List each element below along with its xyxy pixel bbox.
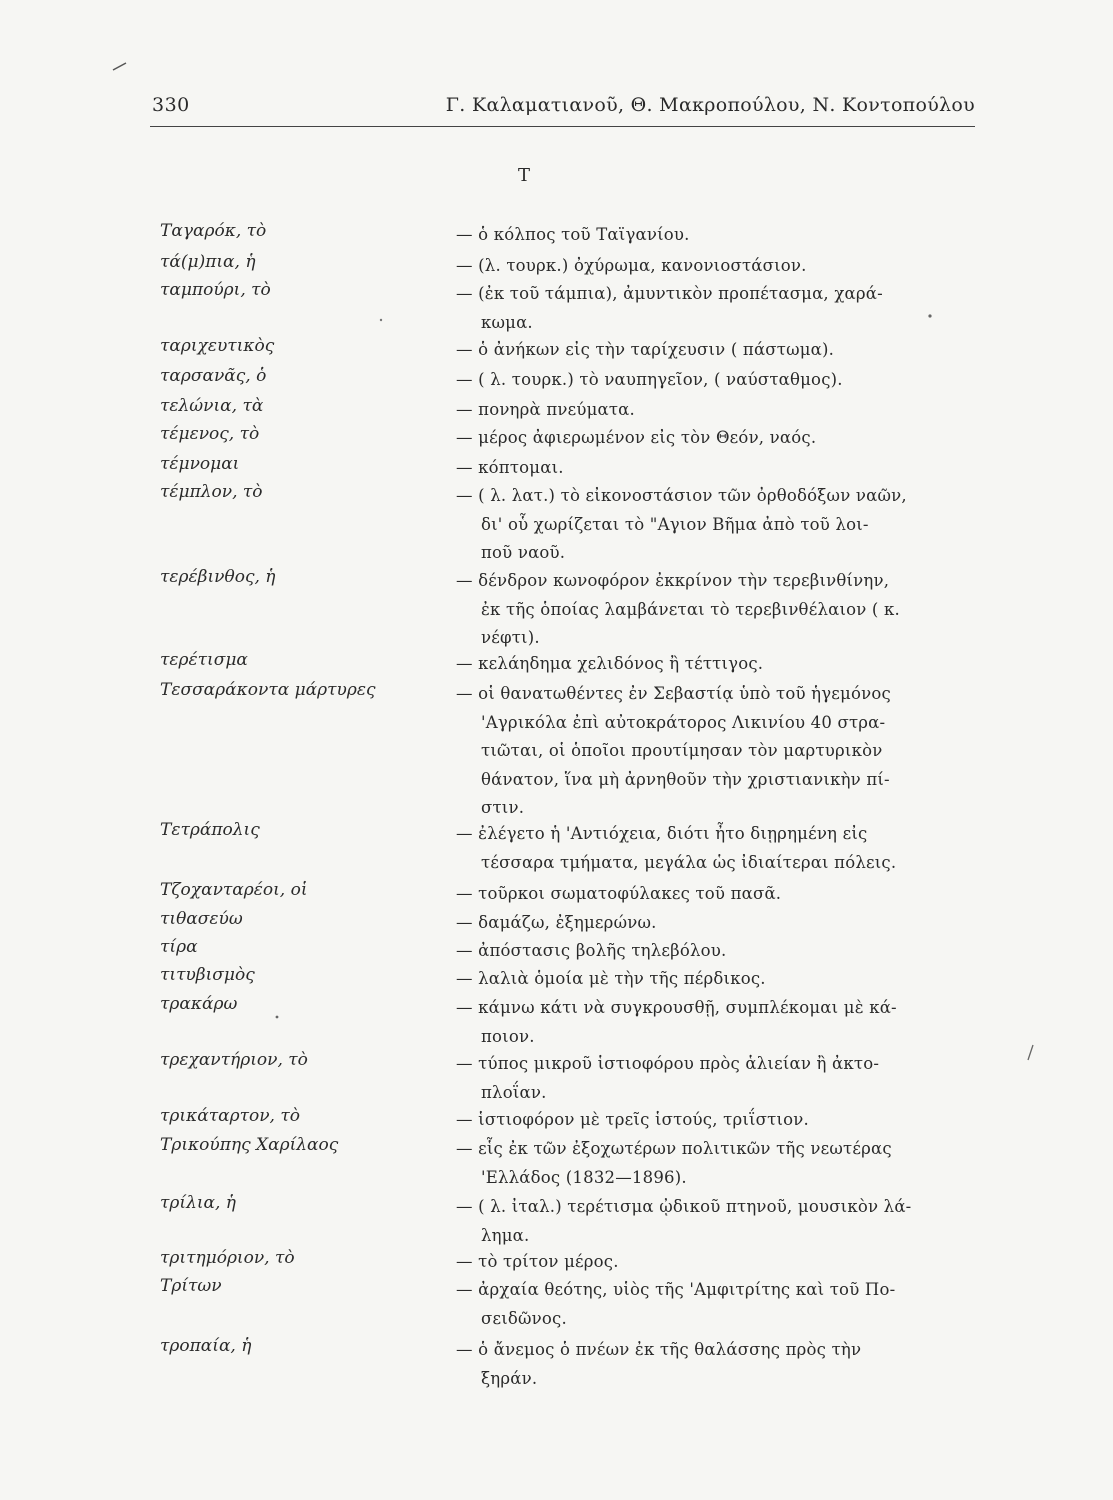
entry-term: Τζοχανταρέοι, οἱ [160,880,308,900]
definition-line: — κελάηδημα χελιδόνος ἢ τέττιγος. [456,654,764,673]
entry-term: τιθασεύω [160,909,243,929]
entry-term: τέμνομαι [160,454,240,474]
definition-line: νέφτι). [481,628,540,647]
definition-line: δι' οὗ χωρίζεται τὸ "Αγιον Βῆμα ἀπὸ τοῦ λοι- [481,514,869,534]
definition-line: — εἷς ἐκ τῶν ἐξοχωτέρων πολιτικῶν τῆς νεωτέρας [456,1139,892,1158]
speck [928,314,931,317]
margin-mark [1028,1045,1033,1060]
definition-line: — δένδρον κωνοφόρον ἐκκρίνον τὴν τερεβινθίνην, [456,571,890,590]
definition-line: — ἀρχαία θεότης, υἱὸς τῆς 'Αμφιτρίτης καὶ τοῦ Πο- [456,1280,896,1299]
entry-term: τερέτισμα [160,650,248,670]
page-number: 330 [152,94,190,116]
entry-term: ταμπούρι, τὸ [160,280,271,300]
entry-term: τέμενος, τὸ [160,424,260,444]
definition-line: — λαλιὰ ὁμοία μὲ τὴν τῆς πέρδικος. [456,969,766,988]
definition-line: ἐκ τῆς ὁποίας λαμβάνεται τὸ τερεβινθέλαιον ( κ. [481,599,900,619]
definition-line: — ἐλέγετο ἡ 'Αντιόχεια, διότι ἦτο διῃρημένη εἰς [456,824,868,843]
entry-term: τρίλια, ἡ [160,1193,236,1213]
entry-term: τελώνια, τὰ [160,396,264,416]
entry-term: Τεσσαράκοντα μάρτυρες [160,680,376,700]
definition-line: σειδῶνος. [481,1308,567,1328]
definition-line: — ἀπόστασις βολῆς τηλεβόλου. [456,941,727,960]
definition-line: — ( λ. λατ.) τὸ εἰκονοστάσιον τῶν ὀρθοδόξων ναῶν, [456,486,907,505]
entry-term: τρικάταρτον, τὸ [160,1106,300,1126]
entry-term: τίρα [160,937,198,957]
definition-line: — κόπτομαι. [456,458,564,477]
definition-line: — κάμνω κάτι νὰ συγκρουσθῇ, συμπλέκομαι μὲ κά- [456,998,897,1017]
definition-line: — ὁ ἄνεμος ὁ πνέων ἐκ τῆς θαλάσσης πρὸς τὴν [456,1340,862,1359]
entry-term: τρεχαντήριον, τὸ [160,1050,308,1070]
definition-line: — οἱ θανατωθέντες ἐν Σεβαστίᾳ ὑπὸ τοῦ ἡγεμόνος [456,684,891,703]
definition-line: — τύπος μικροῦ ἱστιοφόρου πρὸς ἁλιείαν ἢ ἀκτο- [456,1054,880,1073]
entry-term: Τρικούπης Χαρίλαος [160,1135,339,1155]
entry-term: ταρσανᾶς, ὁ [160,366,267,386]
section-letter: Τ [518,165,531,186]
entry-term: ταριχευτικὸς [160,336,275,356]
entry-term: Τρίτων [160,1276,222,1296]
running-head: Γ. Καλαματιανοῦ, Θ. Μακροπούλου, Ν. Κοντοπούλου [445,94,975,116]
definition-line: κωμα. [481,312,533,332]
definition-line: — τοῦρκοι σωματοφύλακες τοῦ πασᾶ. [456,884,782,903]
definition-line: — (λ. τουρκ.) ὀχύρωμα, κανονιοστάσιον. [456,256,807,275]
definition-line: — (ἐκ τοῦ τάμπια), ἀμυντικὸν προπέτασμα, χαρά- [456,284,883,303]
definition-line: — μέρος ἀφιερωμένον εἰς τὸν Θεόν, ναός. [456,428,817,447]
definition-line: τέσσαρα τμήματα, μεγάλα ὡς ἰδιαίτεραι πόλεις. [481,852,897,872]
entry-term: τερέβινθος, ἡ [160,567,276,587]
definition-line: — πονηρὰ πνεύματα. [456,400,635,419]
definition-line: — ( λ. τουρκ.) τὸ ναυπηγεῖον, ( ναύσταθμος). [456,370,843,389]
definition-line: τιῶται, οἱ ὁποῖοι προυτίμησαν τὸν μαρτυρικὸν [481,741,883,760]
definition-line: — ἱστιοφόρον μὲ τρεῖς ἱστούς, τριΐστιον. [456,1110,809,1129]
speck [380,319,382,321]
pen-mark [113,63,126,70]
definition-line: — τὸ τρίτον μέρος. [456,1252,619,1271]
definition-line: — δαμάζω, ἐξημερώνω. [456,913,657,932]
entry-term: τέμπλον, τὸ [160,482,263,502]
definition-line: στιν. [481,798,525,817]
entry-term: Ταγαρόκ, τὸ [160,221,267,241]
definition-line: 'Ελλάδος (1832—1896). [481,1167,687,1187]
entry-term: τριτημόριον, τὸ [160,1248,295,1268]
definition-line: — ὁ ἀνήκων εἰς τὴν ταρίχευσιν ( πάστωμα). [456,340,835,359]
entry-term: τά(μ)πια, ἡ [160,252,256,272]
entry-term: Τετράπολις [160,820,260,840]
entry-term: τροπαία, ἡ [160,1336,252,1356]
definition-line: ποιον. [481,1026,535,1046]
entry-term: τιτυβισμὸς [160,965,255,985]
entry-term: τρακάρω [160,994,238,1014]
definition-line: ποῦ ναοῦ. [481,543,566,562]
definition-line: ξηράν. [481,1368,538,1388]
definition-line: 'Αγρικόλα ἐπὶ αὐτοκράτορος Λικινίου 40 στρα- [481,712,886,732]
definition-line: — ( λ. ἰταλ.) τερέτισμα ᾠδικοῦ πτηνοῦ, μουσικὸν λά- [456,1197,912,1216]
speck [276,1016,279,1019]
definition-line: — ὁ κόλπος τοῦ Ταϊγανίου. [456,225,690,244]
definition-line: θάνατον, ἵνα μὴ ἀρνηθοῦν τὴν χριστιανικὴν πί- [481,769,890,789]
definition-line: πλοΐαν. [481,1082,547,1102]
definition-line: λημα. [481,1225,530,1245]
